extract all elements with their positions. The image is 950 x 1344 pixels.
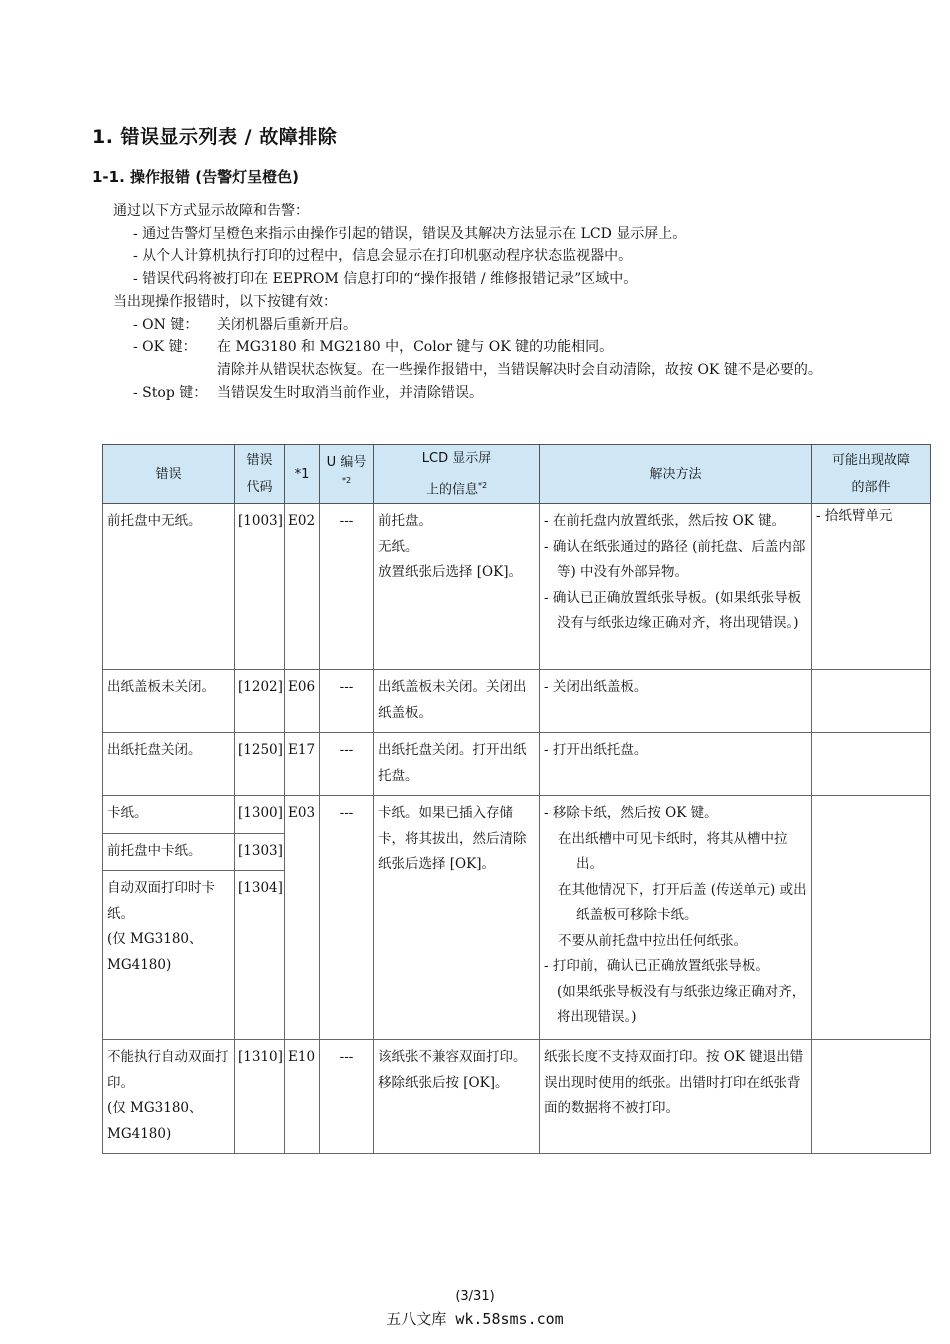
parts — [812, 1040, 931, 1154]
page-number: (3/31) — [455, 1289, 495, 1304]
header-solution: 解决方法 — [540, 445, 812, 504]
header-error: 错误 — [103, 445, 235, 504]
lcd-message: 卡纸。如果已插入存储卡，将其拔出，然后清除纸张后选择 [OK]。 — [374, 796, 540, 1040]
error-code: [1003] — [235, 504, 285, 670]
u-number: --- — [320, 733, 374, 796]
error-code: [1300] — [235, 796, 285, 834]
solution: 纸张长度不支持双面打印。按 OK 键退出错误出现时使用的纸张。出错时打印在纸张背面的数据将不被打印。 — [540, 1040, 812, 1154]
key-item — [113, 336, 903, 381]
key-label: - Stop 键： — [133, 384, 208, 401]
error-name: 不能执行自动双面打印。 (仅 MG3180、 MG4180) — [103, 1040, 235, 1154]
star1-code: E10 — [285, 1040, 320, 1154]
parts — [812, 733, 931, 796]
error-code: [1250] — [235, 733, 285, 796]
star1-code: E03 — [285, 796, 320, 1040]
table-header-row — [103, 445, 931, 504]
error-code: [1304] — [235, 871, 285, 1040]
table-row — [103, 504, 931, 670]
key-desc: 当错误发生时取消当前作业，并清除错误。 — [217, 384, 483, 401]
parts: - 拾纸臂单元 — [812, 504, 931, 670]
error-code: [1310] — [235, 1040, 285, 1154]
subsection-title: 1-1. 操作报错 (告警灯呈橙色) — [92, 168, 299, 186]
solution: - 打开出纸托盘。 — [540, 733, 812, 796]
intro-bullet: - 错误代码将被打印在 EEPROM 信息打印的“操作报错 / 维修报错记录”区域中。 — [133, 271, 638, 288]
solution: - 移除卡纸，然后按 OK 键。 在出纸槽中可见卡纸时，将其从槽中拉出。 在其他情况下，打开后盖 (传送单元) 或出纸盖板可移除卡纸。 不要从前托盘中拉出任何纸张。 - 打印前，确认已正确放置纸张导板。 (如果纸张导板没有与纸张边缘正确对齐，将出现错误。) — [540, 796, 812, 1040]
error-name: 出纸盖板未关闭。 — [103, 670, 235, 733]
intro-bullet: - 通过告警灯呈橙色来指示由操作引起的错误，错误及其解决方法显示在 LCD 显示屏上。 — [133, 225, 687, 242]
key-item — [113, 382, 903, 405]
header-u-number: U 编号 $^{*2}$ — [320, 445, 374, 504]
header-parts: 可能出现故障 的部件 — [812, 445, 931, 504]
table-row — [103, 733, 931, 796]
solution: - 在前托盘内放置纸张，然后按 OK 键。 - 确认在纸张通过的路径 (前托盘、后盖内部等) 中没有外部异物。 - 确认已正确放置纸张导板。(如果纸张导板没有与纸张边缘正确对齐，将出现错误。) — [540, 504, 812, 670]
key-item — [113, 314, 903, 337]
parts — [812, 670, 931, 733]
intro-line: 通过以下方式显示故障和告警： — [113, 203, 309, 219]
solution: - 关闭出纸盖板。 — [540, 670, 812, 733]
intro-text — [113, 200, 903, 404]
error-code: [1303] — [235, 833, 285, 871]
intro-bullet: - 从个人计算机执行打印的过程中，信息会显示在打印机驱动程序状态监视器中。 — [133, 248, 633, 265]
lcd-message: 出纸盖板未关闭。关闭出纸盖板。 — [374, 670, 540, 733]
key-desc: 在 MG3180 和 MG2180 中，Color 键与 OK 键的功能相同。 清除并从错误状态恢复。在一些操作报错中，当错误解决时会自动清除，故按 OK 键不是必要的。 — [217, 339, 822, 378]
table-row — [103, 1040, 931, 1154]
error-code: [1202] — [235, 670, 285, 733]
error-name: 前托盘中卡纸。 — [103, 833, 235, 871]
lcd-message: 该纸张不兼容双面打印。移除纸张后按 [OK]。 — [374, 1040, 540, 1154]
watermark: 五八文库 wk.58sms.com — [386, 1310, 564, 1328]
key-desc: 关闭机器后重新开启。 — [217, 316, 357, 333]
table-row — [103, 796, 931, 834]
header-lcd: LCD 显示屏 上的信息$^{*2}$ — [374, 445, 540, 504]
u-number: --- — [320, 796, 374, 1040]
key-label: - ON 键： — [133, 316, 199, 333]
star1-code: E06 — [285, 670, 320, 733]
lcd-message: 出纸托盘关闭。打开出纸托盘。 — [374, 733, 540, 796]
header-star1: *1 — [285, 445, 320, 504]
table-row — [103, 670, 931, 733]
lcd-message: 前托盘。 无纸。 放置纸张后选择 [OK]。 — [374, 504, 540, 670]
error-name: 前托盘中无纸。 — [103, 504, 235, 670]
section-title: 1. 错误显示列表 / 故障排除 — [92, 126, 338, 148]
key-label: - OK 键： — [133, 339, 197, 356]
error-table — [102, 444, 931, 1154]
header-code: 错误 代码 — [235, 445, 285, 504]
error-name: 自动双面打印时卡纸。 (仅 MG3180、 MG4180) — [103, 871, 235, 1040]
star1-code: E02 — [285, 504, 320, 670]
error-name: 出纸托盘关闭。 — [103, 733, 235, 796]
error-name: 卡纸。 — [103, 796, 235, 834]
intro-line: 当出现操作报错时，以下按键有效： — [113, 293, 337, 310]
u-number: --- — [320, 670, 374, 733]
parts — [812, 796, 931, 1040]
star1-code: E17 — [285, 733, 320, 796]
u-number: --- — [320, 1040, 374, 1154]
u-number: --- — [320, 504, 374, 670]
